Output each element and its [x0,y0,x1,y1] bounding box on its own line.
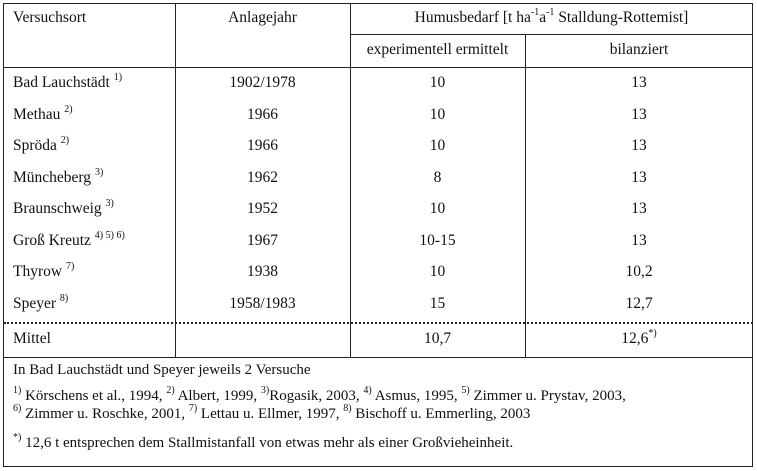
header-humus [350,6,753,27]
row-site-sup: 4) 5) 6) [94,229,125,241]
reference-sup: 6) [13,403,22,414]
row-site-sup: 1) [113,71,123,83]
row-balanced: 13 [631,169,647,186]
row-experimental: 8 [433,169,442,186]
row-site-text: Spröda [13,137,57,154]
reference-sup: 1) [13,385,22,396]
row-experimental: 10 [429,106,446,123]
note-trials: In Bad Lauchstädt und Speyer jeweils 2 Versuche [13,362,311,378]
row-year: 1962 [247,169,278,186]
reference-text: Bischoff u. Emmerling, 2003 [351,406,531,422]
row-year: 1958/1983 [229,295,296,312]
row-balanced: 13 [631,74,647,91]
header-bottom-line [4,67,753,68]
mean-label: Mittel [13,330,51,347]
mean-experimental: 10,7 [423,330,452,347]
references-line-1 [13,387,626,405]
row-balanced: 13 [631,200,647,217]
row-experimental: 10 [429,200,446,217]
row-balanced: 12,7 [625,295,653,312]
reference-text: Zimmer u. Roschke, 2001, [21,406,189,422]
row-site-text: Thyrow [13,263,63,280]
subheader-experimental: experimentell ermittelt [366,41,509,58]
mean-balanced-value: 12,6 [621,330,649,347]
header-site: Versuchsort [13,9,87,26]
row-balanced: 10,2 [625,263,653,280]
row-year: 1952 [247,200,278,217]
table-bottom-line [4,357,753,358]
footnote-text: 12,6 t entsprechen dem Stallmistanfall von etwas mehr als einer Großvieheinheit. [21,435,514,451]
row-site-text: Müncheberg [13,169,92,186]
header-humus-sup2: -1 [546,6,555,18]
row-site-text: Groß Kreutz [13,232,91,249]
header-year: Anlagejahr [228,9,297,26]
row-year: 1967 [247,232,278,249]
row-balanced: 13 [631,137,647,154]
mean-separator [4,322,753,324]
row-site [13,197,114,218]
row-balanced: 13 [631,106,647,123]
reference-text: Lettau u. Ellmer, 1997, [197,406,344,422]
row-site [13,166,104,187]
row-site-text: Speyer [13,295,57,312]
row-site-sup: 2) [60,134,70,146]
reference-sup: 2) [166,385,175,396]
row-site-sup: 7) [65,260,75,272]
row-experimental: 10-15 [419,232,456,249]
references-line-2 [13,405,530,423]
reference-sup: 5) [461,385,470,396]
reference-sup: 4) [363,385,372,396]
row-site-text: Braunschweig [13,200,102,217]
reference-text: Albert, 1999, [174,388,261,404]
row-site-text: Methau [13,106,61,123]
table-frame [3,3,753,467]
reference-text: Rogasik, 2003, [269,388,364,404]
row-experimental: 15 [429,295,446,312]
footnote-asterisk [13,434,513,452]
row-site [13,134,70,155]
row-site [13,292,69,313]
row-year: 1938 [247,263,278,280]
header-humus-text: Humusbedarf [t ha [414,9,531,26]
header-humus-sup1: -1 [530,6,540,18]
reference-text: Asmus, 1995, [371,388,462,404]
subheader-balanced: bilanziert [609,41,669,58]
reference-sup: 8) [343,403,352,414]
reference-text: Körschens et al., 1994, [21,388,167,404]
row-site-sup: 2) [64,103,73,115]
row-year: 1966 [247,137,278,154]
header-humus-suffix: Stalldung-Rottemist] [554,9,689,26]
row-year: 1966 [247,106,278,123]
row-site [13,103,73,124]
reference-text: Zimmer u. Prystav, 2003, [469,388,626,404]
row-year: 1902/1978 [229,74,296,91]
footnote-sup: *) [13,432,22,443]
row-experimental: 10 [429,137,446,154]
header-subline [350,34,753,35]
row-site-sup: 3) [94,166,104,178]
mean-balanced [525,327,753,348]
reference-sup: 7) [188,403,198,414]
row-site [13,71,123,92]
row-site-sup: 8) [59,292,69,304]
row-experimental: 10 [429,263,446,280]
row-site [13,229,125,250]
row-experimental: 10 [429,74,446,91]
header-humus-a: a [539,9,547,26]
row-site-sup: 3) [105,197,114,209]
row-site-text: Bad Lauchstädt [13,74,110,91]
row-balanced: 13 [631,232,647,249]
row-site [13,260,75,281]
reference-sup: 3) [260,385,270,396]
mean-balanced-sup: *) [648,327,657,339]
